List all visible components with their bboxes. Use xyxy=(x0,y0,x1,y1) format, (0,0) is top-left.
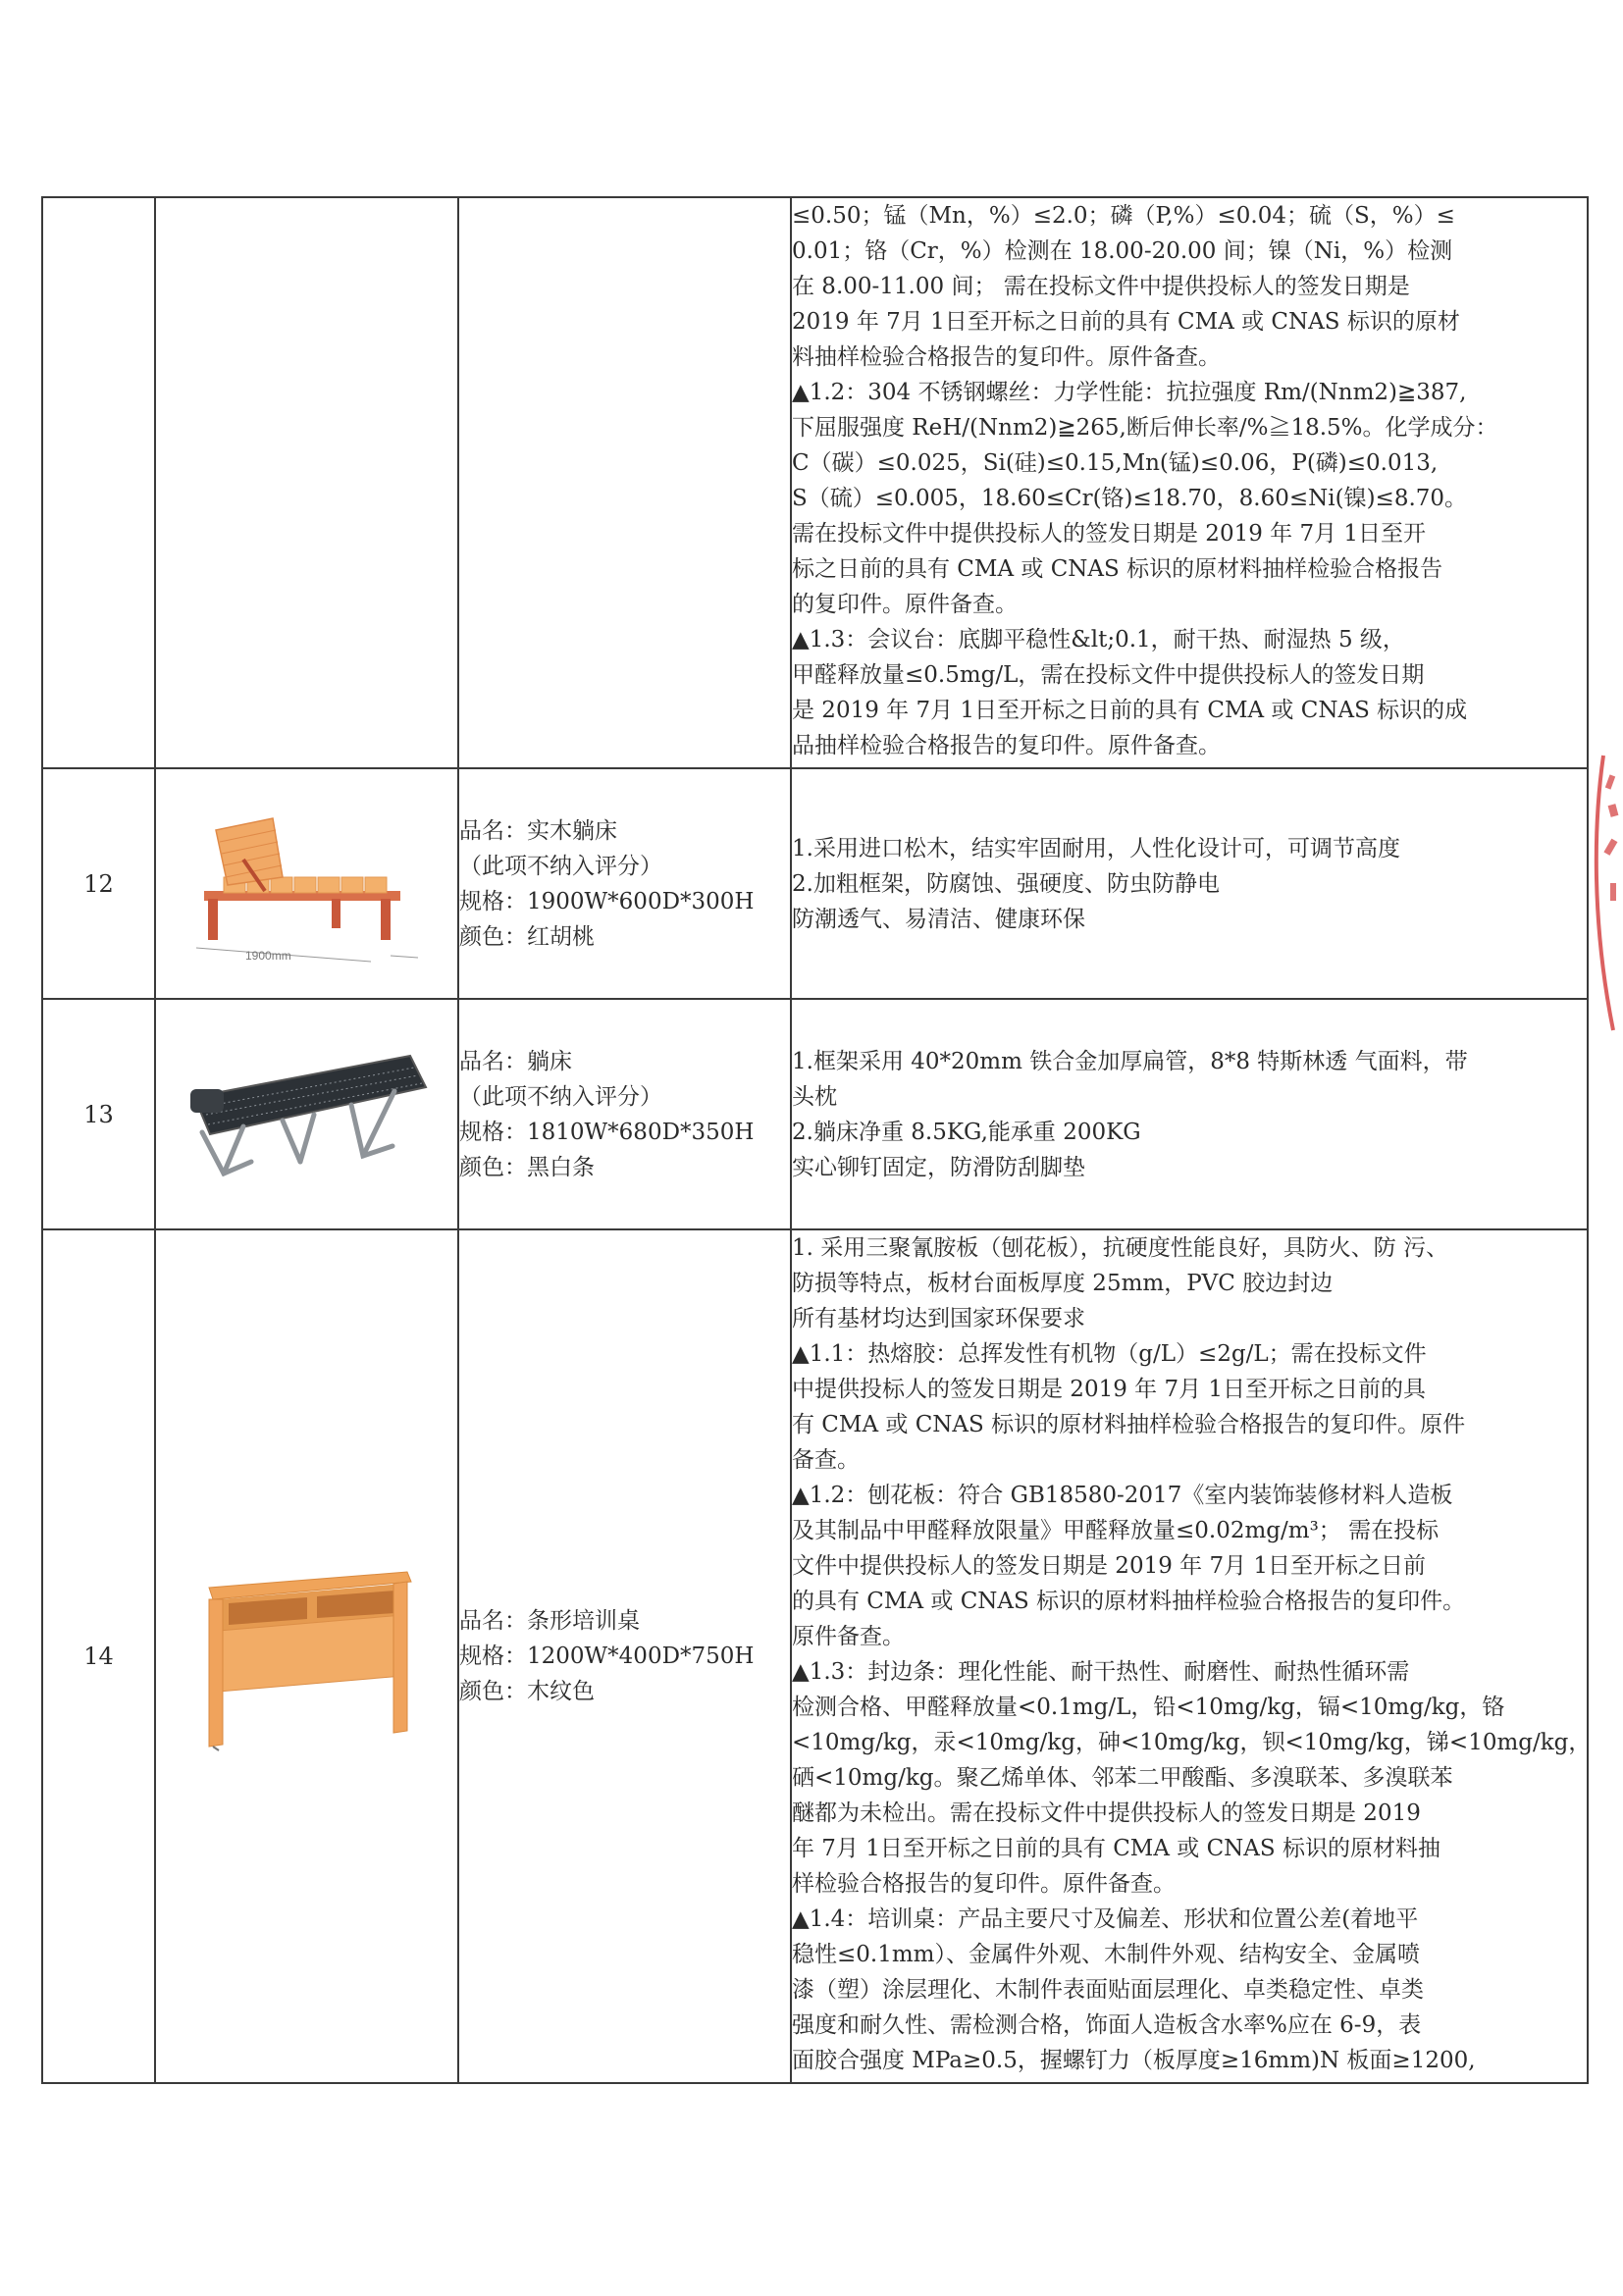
description-line: 下屈服强度 ReH/(Nnm2)≧265,断后伸长率/%≧18.5%。化学成分： xyxy=(792,415,1498,441)
description-line: 的复印件。原件备查。 xyxy=(792,592,1018,617)
item-description-cell xyxy=(791,999,1588,1229)
item-description-cell xyxy=(791,197,1588,768)
description-line: ▲1.3：封边条：理化性能、耐干热性、耐磨性、耐热性循环需 xyxy=(792,1659,1410,1685)
item-name-cell xyxy=(458,1229,791,2083)
description-line: 甲醛释放量≤0.5mg/L，需在投标文件中提供投标人的签发日期 xyxy=(792,662,1425,688)
description-line: ▲1.3：会议台：底脚平稳性&lt;0.1，耐干热、耐湿热 5 级， xyxy=(792,627,1405,652)
description-line: 是 2019 年 7月 1日至开标之日前的具有 CMA 或 CNAS 标识的成 xyxy=(792,698,1468,723)
table-row xyxy=(42,768,1588,999)
item-number-cell xyxy=(42,1229,155,2083)
description-line: 2.加粗框架，防腐蚀、强硬度、防虫防静电 xyxy=(792,870,1220,897)
description-line: C（碳）≤0.025，Si(硅)≤0.15,Mn(锰)≤0.06，P(磷)≤0.013, xyxy=(792,450,1439,476)
description-line: 原件备查。 xyxy=(792,1624,905,1649)
product-name: 品名：条形培训桌 xyxy=(459,1608,640,1634)
product-spec-table xyxy=(41,196,1592,2084)
item-number: 12 xyxy=(83,869,114,898)
item-name-cell xyxy=(458,999,791,1229)
table-row xyxy=(42,999,1588,1229)
description-line: 样检验合格报告的复印件。原件备查。 xyxy=(792,1871,1176,1897)
description-line: 中提供投标人的签发日期是 2019 年 7月 1日至开标之日前的具 xyxy=(792,1377,1427,1402)
description-line: 0.01；铬（Cr，%）检测在 18.00-20.00 间；镍（Ni，%）检测 xyxy=(792,238,1453,264)
description-line: 所有基材均达到国家环保要求 xyxy=(792,1306,1085,1331)
table-row xyxy=(42,1229,1588,2083)
description-line: 的具有 CMA 或 CNAS 标识的原材料抽样检验合格报告的复印件。 xyxy=(792,1589,1466,1614)
description-line: 硒<10mg/kg。聚乙烯单体、邻苯二甲酸酯、多溴联苯、多溴联苯 xyxy=(792,1765,1453,1791)
product-spec: 规格：1810W*680D*350H xyxy=(459,1119,755,1145)
lounger-chair-image xyxy=(184,801,430,967)
description-line: 1. 采用三聚氰胺板（刨花板），抗硬度性能良好，具防火、防 污、 xyxy=(792,1235,1449,1261)
scoring-note: （此项不纳入评分） xyxy=(459,853,662,879)
item-number-cell xyxy=(42,197,155,768)
table-row xyxy=(42,197,1588,768)
description-line: 醚都为未检出。需在投标文件中提供投标人的签发日期是 2019 xyxy=(792,1800,1421,1826)
product-spec: 规格：1900W*600D*300H xyxy=(459,888,755,914)
seal-stamp-fragment xyxy=(1564,746,1623,1040)
description-line: ▲1.2：刨花板：符合 GB18580-2017《室内装饰装修材料人造板 xyxy=(792,1483,1453,1508)
description-line: 漆（塑）涂层理化、木制件表面贴面层理化、卓类稳定性、卓类 xyxy=(792,1977,1424,2003)
description-line: 料抽样检验合格报告的复印件。原件备查。 xyxy=(792,344,1221,370)
description-line: 文件中提供投标人的签发日期是 2019 年 7月 1日至开标之日前 xyxy=(792,1553,1427,1579)
product-color: 颜色：红胡桃 xyxy=(459,923,595,950)
description-line: 实心铆钉固定，防滑防刮脚垫 xyxy=(792,1154,1085,1180)
item-description-cell xyxy=(791,768,1588,999)
description-line: ▲1.2：304 不锈钢螺丝：力学性能：抗拉强度 Rm/(Nnm2)≧387, xyxy=(792,380,1467,405)
product-name: 品名：躺床 xyxy=(459,1048,572,1074)
description-line: 品抽样检验合格报告的复印件。原件备查。 xyxy=(792,733,1221,758)
description-line: 标之日前的具有 CMA 或 CNAS 标识的原材料抽样检验合格报告 xyxy=(792,556,1443,582)
item-description-cell xyxy=(791,1229,1592,2083)
product-color: 颜色：黑白条 xyxy=(459,1154,595,1180)
scoring-note: （此项不纳入评分） xyxy=(459,1083,662,1110)
description-line: 及其制品中甲醛释放限量》甲醛释放量≤0.02mg/m³； 需在投标 xyxy=(792,1518,1440,1543)
item-number: 13 xyxy=(83,1100,114,1128)
training-desk-image xyxy=(189,1558,425,1754)
description-line: 1.框架采用 40*20mm 铁合金加厚扁管，8*8 特斯林透 气面料，带 xyxy=(792,1048,1468,1074)
description-line: 需在投标文件中提供投标人的签发日期是 2019 年 7月 1日至开 xyxy=(792,521,1427,547)
product-color: 颜色：木纹色 xyxy=(459,1679,595,1704)
description-line: 强度和耐久性、需检测合格，饰面人造板含水率%应在 6-9，表 xyxy=(792,2012,1422,2038)
description-line: ▲1.1：热熔胶：总挥发性有机物（g/L）≤2g/L；需在投标文件 xyxy=(792,1341,1427,1367)
dimension-label: 1900mm xyxy=(244,948,291,963)
item-image-cell xyxy=(155,197,458,768)
description-line: 1.采用进口松木，结实牢固耐用，人性化设计可，可调节高度 xyxy=(792,835,1400,861)
item-number: 14 xyxy=(83,1643,114,1670)
item-number-cell xyxy=(42,768,155,999)
product-name: 品名：实木躺床 xyxy=(459,817,617,844)
description-line: 年 7月 1日至开标之日前的具有 CMA 或 CNAS 标识的原材料抽 xyxy=(792,1836,1440,1861)
item-image-cell xyxy=(155,999,458,1229)
description-line: 检测合格、甲醛释放量<0.1mg/L，铅<10mg/kg，镉<10mg/kg，铬 xyxy=(792,1695,1505,1720)
item-image-cell xyxy=(155,1229,458,2083)
folding-bed-image xyxy=(184,1036,430,1193)
description-line: 头枕 xyxy=(792,1083,837,1110)
item-image-cell xyxy=(155,768,458,999)
product-spec: 规格：1200W*400D*750H xyxy=(459,1644,755,1669)
item-name-cell xyxy=(458,197,791,768)
description-line: S（硫）≤0.005，18.60≤Cr(铬)≤18.70，8.60≤Ni(镍)≤8.70。 xyxy=(792,486,1468,511)
description-line: 防损等特点，板材台面板厚度 25mm，PVC 胶边封边 xyxy=(792,1271,1334,1296)
description-line: ▲1.4：培训桌：产品主要尺寸及偏差、形状和位置公差(着地平 xyxy=(792,1906,1419,1932)
description-line: <10mg/kg，汞<10mg/kg，砷<10mg/kg，钡<10mg/kg，锑<10mg/kg， xyxy=(792,1730,1592,1755)
item-name-cell xyxy=(458,768,791,999)
description-line: ≤0.50；锰（Mn，%）≤2.0；磷（P,%）≤0.04；硫（S，%）≤ xyxy=(792,203,1455,229)
description-line: 备查。 xyxy=(792,1447,860,1473)
description-line: 2.躺床净重 8.5KG,能承重 200KG xyxy=(792,1119,1141,1145)
description-line: 2019 年 7月 1日至开标之日前的具有 CMA 或 CNAS 标识的原材 xyxy=(792,309,1460,335)
description-line: 面胶合强度 MPa≥0.5，握螺钉力（板厚度≥16mm)N 板面≥1200, xyxy=(792,2048,1476,2073)
description-line: 在 8.00-11.00 间； 需在投标文件中提供投标人的签发日期是 xyxy=(792,274,1410,299)
description-line: 防潮透气、易清洁、健康环保 xyxy=(792,906,1085,932)
description-line: 有 CMA 或 CNAS 标识的原材料抽样检验合格报告的复印件。原件 xyxy=(792,1412,1466,1437)
item-number-cell xyxy=(42,999,155,1229)
description-line: 稳性≤0.1mm）、金属件外观、木制件外观、结构安全、金属喷 xyxy=(792,1942,1420,1967)
